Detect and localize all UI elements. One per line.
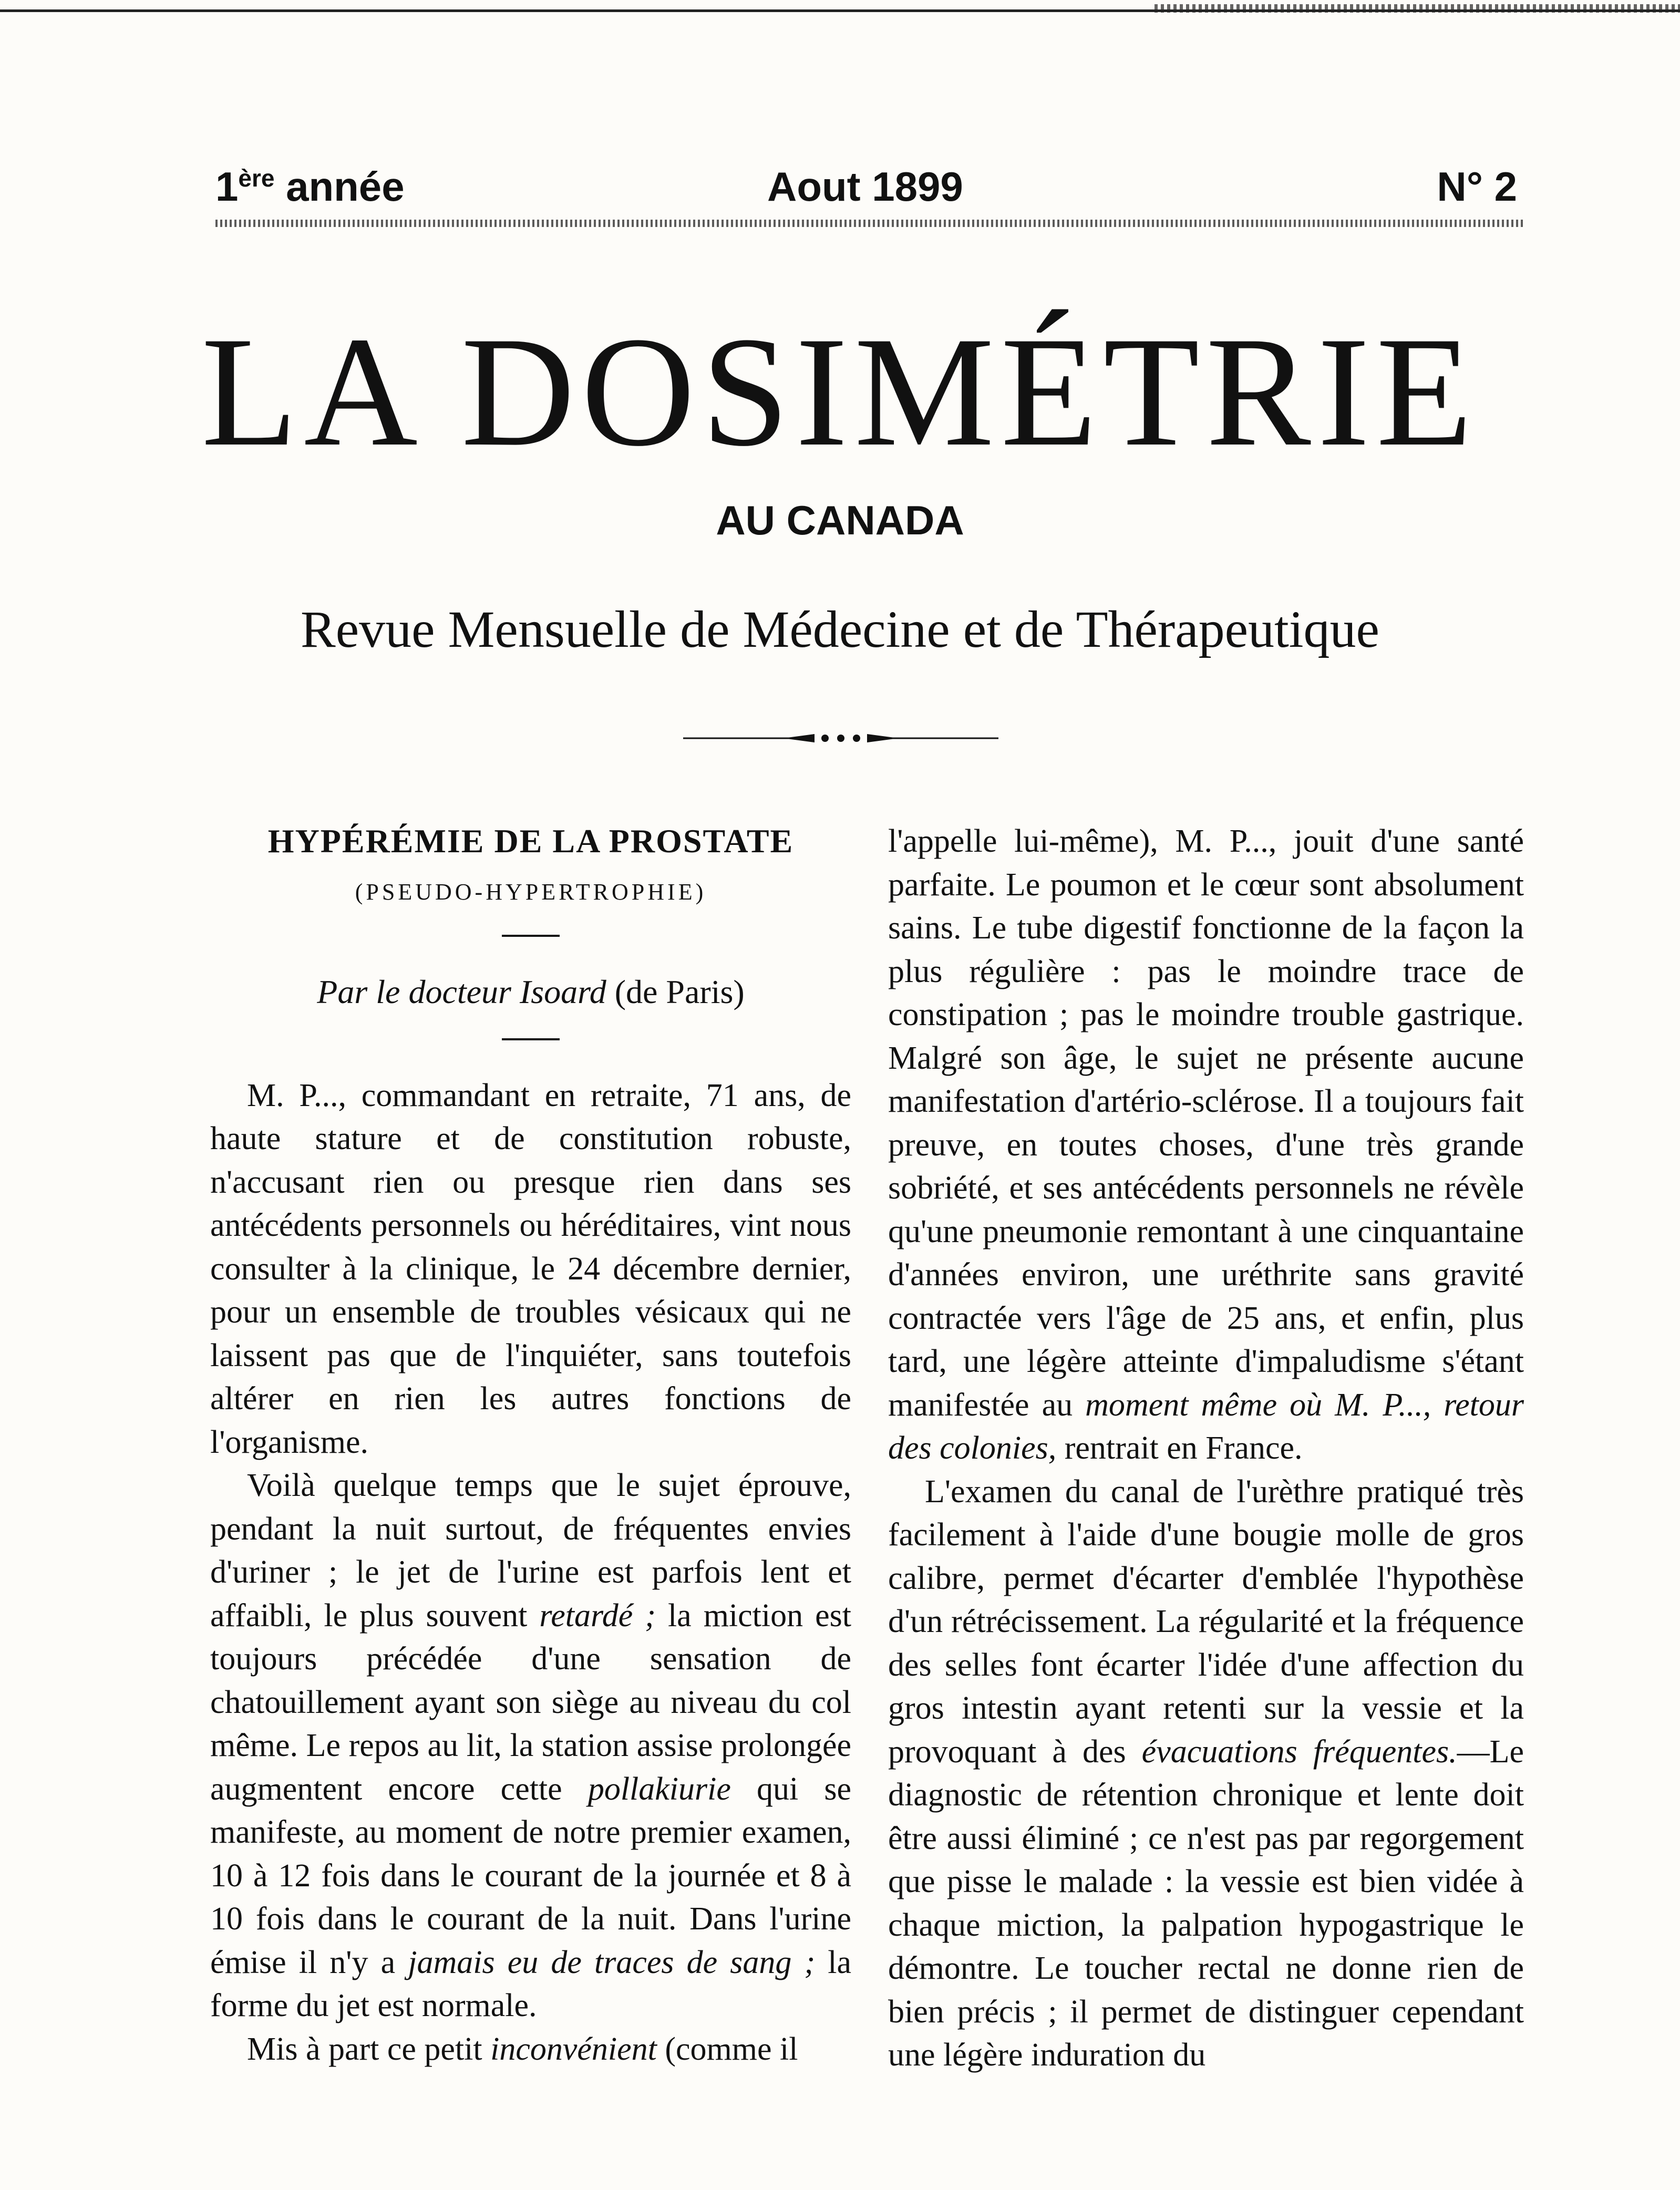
paragraph: L'examen du canal de l'urèthre pratiqué très facilement à l'aide d'une bougie molle de gros calibre, permet d'écarter d'emblée l'hypothèse d'un rétrécissement. La régularité et la fréquence des selles font écarter l'idée d'une affection du gros intestin ayant retenti sur la vessie et la provoquant à des évacuations fréquentes.—Le diagnostic de rétention chronique et lente doit être aussi éliminé ; ce n'est pas par regorgement que pisse le malade : la vessie est bien vidée à chaque miction, la palpation hypogastrique le démontre. Le toucher rectal ne donne rien de bien précis ; il permet de distinguer cependant une légère induration du bbox=[888, 1473, 1524, 2073]
masthead-dotted-rule bbox=[215, 220, 1524, 227]
paragraph: Mis à part ce petit inconvénient (comme il bbox=[247, 2031, 798, 2067]
year-number: 1 bbox=[215, 163, 239, 210]
paragraph: l'appelle lui-même), M. P..., jouit d'une santé parfaite. Le poumon et le cœur sont absolument sains. Le tube digestif fonctionne de la façon la plus régulière : pas le moindre trace de constipation ; pas le moindre trouble gastrique. Malgré son âge, le sujet ne présente aucune manifestation d'artério-sclérose. Il a toujours fait preuve, en toutes choses, d'une très grande sobriété, et ses antécédents personnels ne révèle qu'une pneumonie remontant à une cinquantaine d'années environ, une uréthrite sans gravité contractée vers l'âge de 25 ans, et enfin, plus tard, une légère atteinte d'impaludisme s'étant manifestée au moment même où M. P..., retour des colonies, rentrait en France. bbox=[888, 823, 1524, 1466]
short-rule bbox=[502, 1038, 560, 1040]
year-superscript: ère bbox=[238, 164, 275, 192]
article-subtitle: (PSEUDO-HYPERTROPHIE) bbox=[355, 879, 707, 905]
masthead-line bbox=[0, 158, 1680, 221]
top-border-rule bbox=[0, 4, 1680, 12]
short-rule bbox=[502, 935, 560, 937]
issue-number: N° 2 bbox=[1437, 163, 1517, 210]
paragraph: M. P..., commandant en retraite, 71 ans, de haute stature et de constitution robuste, n'accusant rien ou presque rien dans ses antécédents personnels ou héréditaires, vint nous consulter à la clinique, le 24 décembre dernier, pour un ensemble de troubles vésicaux qui ne laissent pas que de l'inquiéter, sans toutefois altérer en rien les autres fonctions de l'organisme. bbox=[210, 1077, 851, 1460]
byline-author: Par le docteur Isoard bbox=[317, 973, 606, 1010]
column-right bbox=[888, 820, 1524, 2077]
issue-date: Aout 1899 bbox=[767, 163, 963, 210]
ornament-divider bbox=[683, 728, 998, 749]
journal-tagline: Revue Mensuelle de Médecine et de Thérapeutique bbox=[301, 600, 1379, 658]
journal-title: LA DOSIMÉTRIE bbox=[201, 304, 1479, 479]
article-byline bbox=[210, 970, 851, 1014]
column-left bbox=[210, 820, 851, 2071]
paragraph: Voilà quelque temps que le sujet éprouve, pendant la nuit surtout, de fréquentes envies d'uriner ; le jet de l'urine est parfois lent et affaibli, le plus souvent retardé ; la miction est toujours précédée d'une sensation de chatouillement ayant son siège au niveau du col même. Le repos au lit, la station assise prolongée augmentent encore cette pollakiurie qui se manifeste, au moment de notre premier examen, 10 à 12 fois dans le courant de la journée et 8 à 10 fois dans le courant de la nuit. Dans l'urine émise il n'y a jamais eu de traces de sang ; la forme du jet est normale. bbox=[210, 1468, 852, 2023]
byline-origin: (de Paris) bbox=[606, 973, 745, 1010]
article-title: HYPÉRÉMIE DE LA PROSTATE bbox=[267, 822, 794, 860]
volume-year bbox=[215, 163, 405, 211]
journal-subtitle: AU CANADA bbox=[716, 497, 964, 543]
year-label: année bbox=[274, 163, 405, 210]
